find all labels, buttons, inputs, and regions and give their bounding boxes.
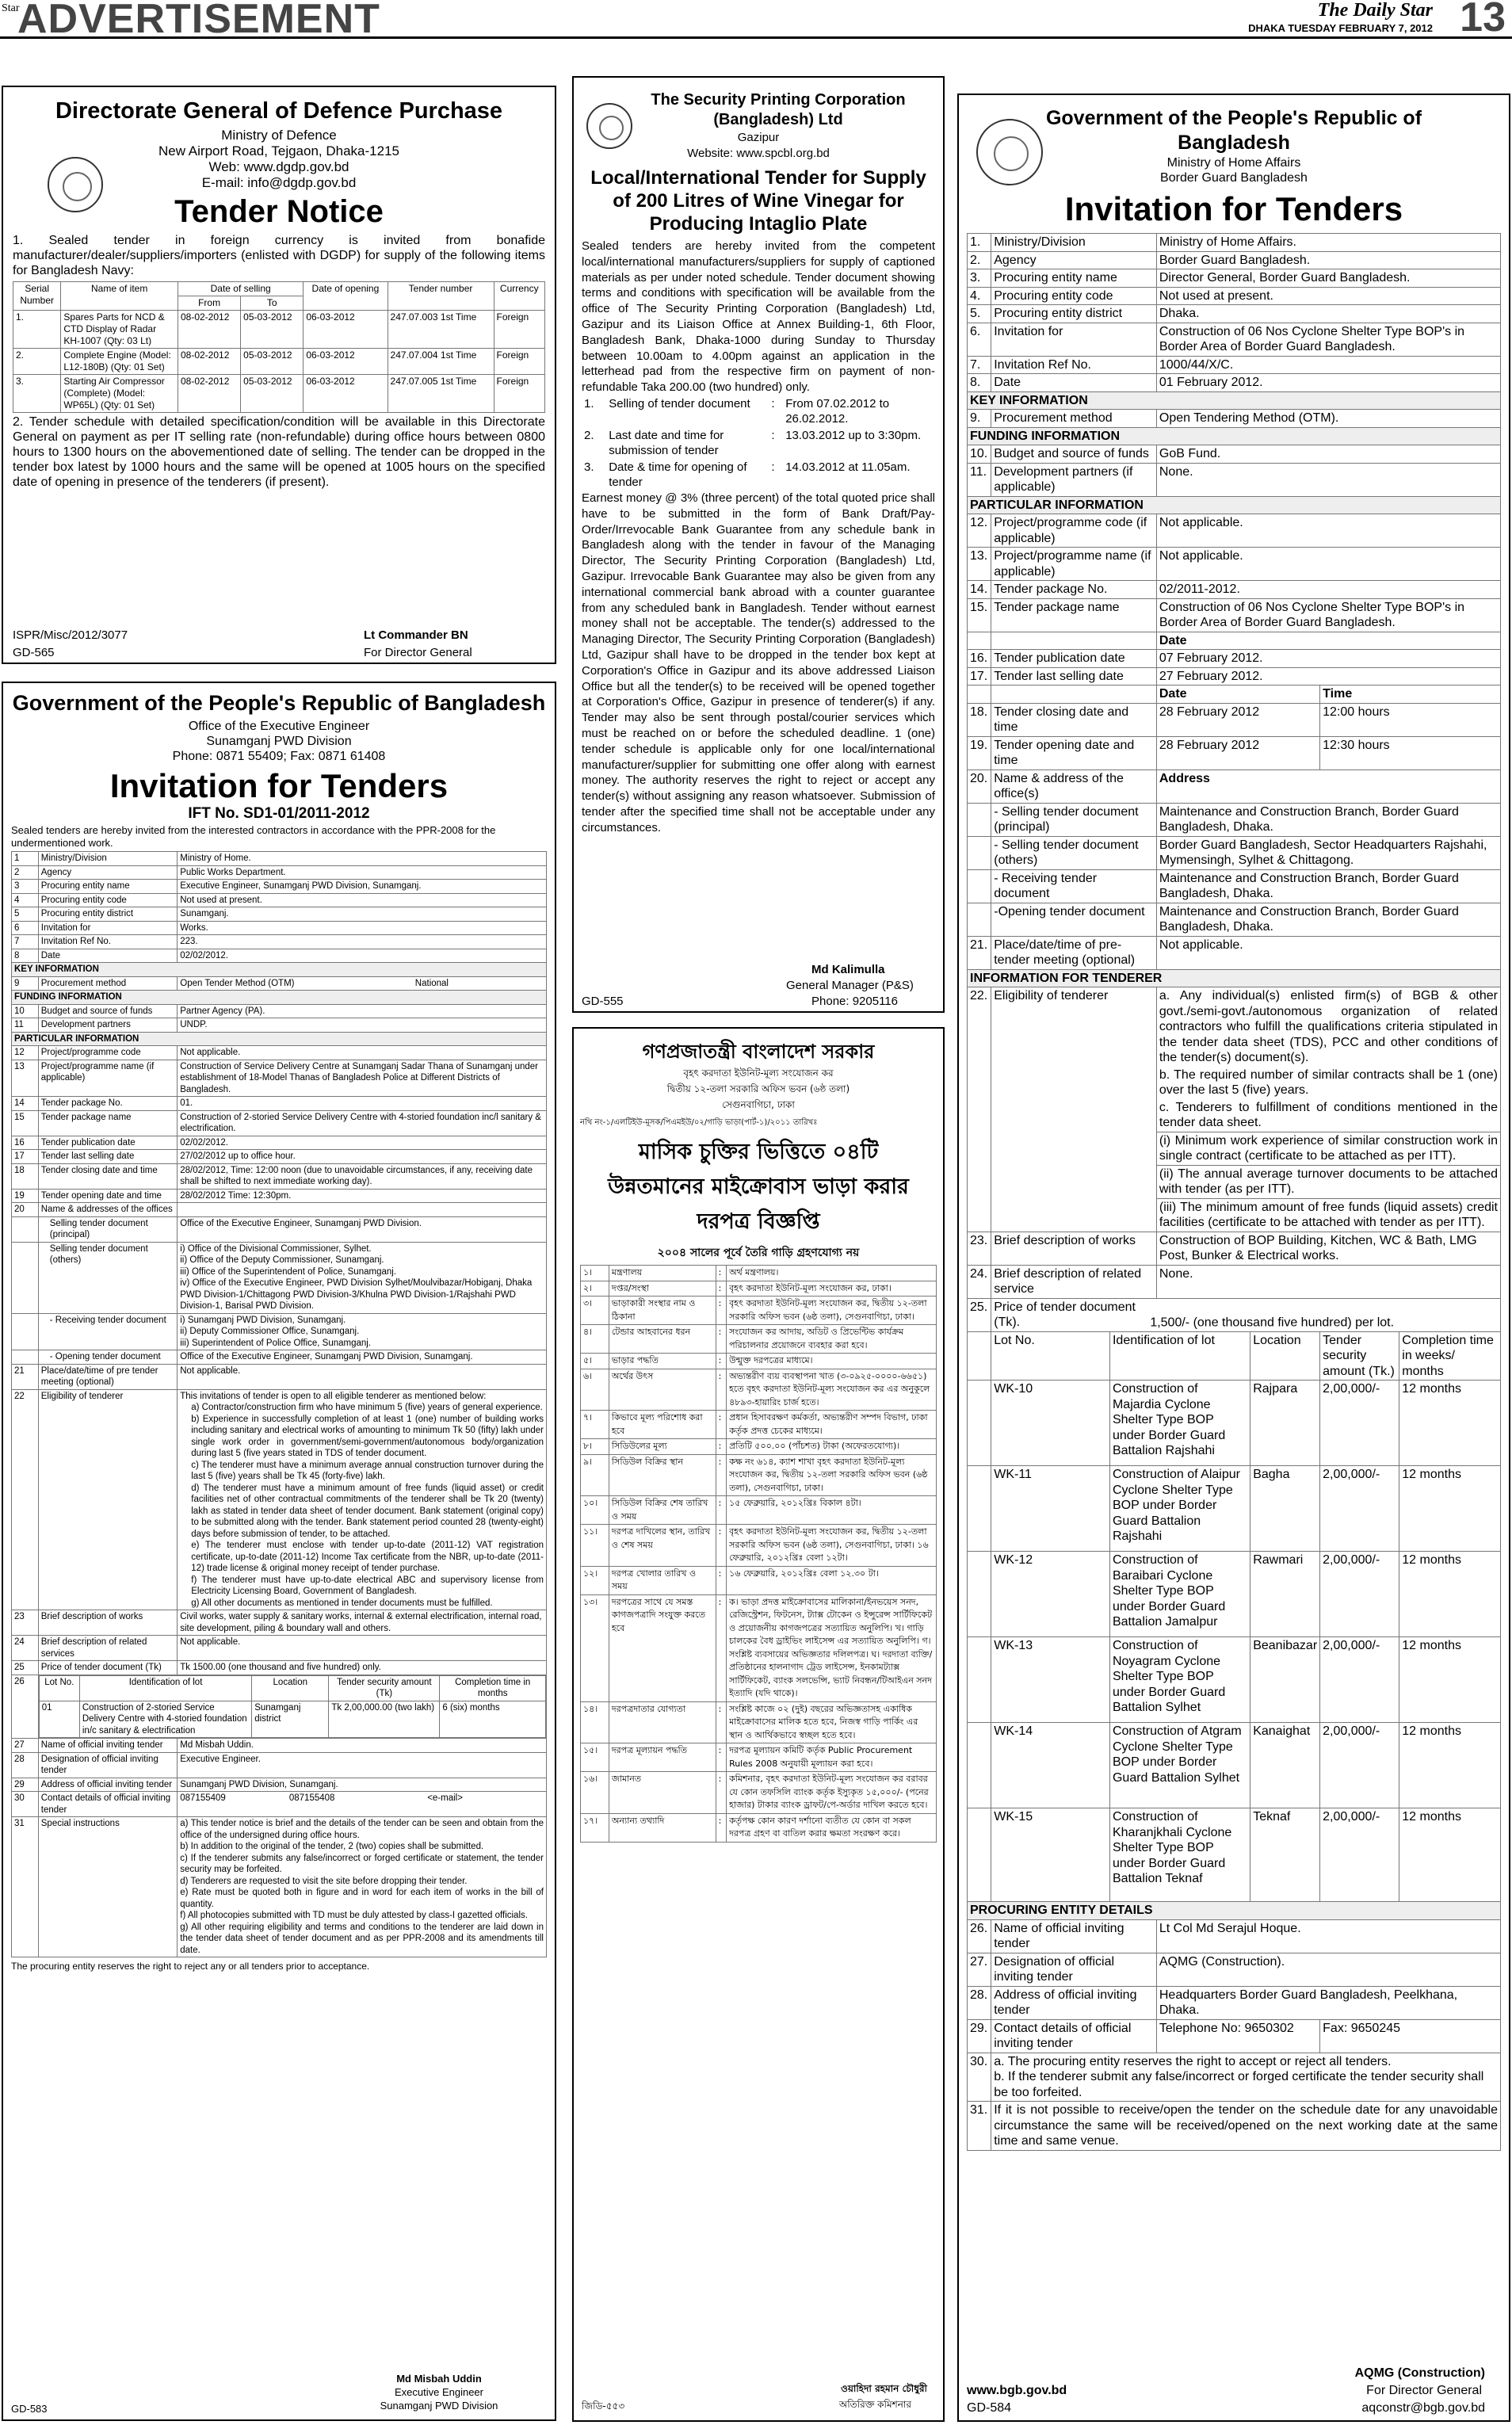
spcbl-signatory: Md Kalimulla <box>811 963 885 976</box>
lot-row: WK-14 Construction of Atgram Cyclone Shelter Type BOP under Border Guard Battalion Sylhet Kanaighat 2,00,000/- 12 months <box>968 1723 1501 1808</box>
page-header <box>0 0 1512 42</box>
table-row: 13 Project/programme name (if applicable) Construction of Service Delivery Centre at Sunamganj Sadar Thana of Sunamganj under establishment of 18-Model Thanas of Bangladesh Police at Different Districts of Bangladesh. <box>12 1060 547 1097</box>
spcbl-city: Gazipur <box>737 131 780 144</box>
bangla-table <box>580 1265 937 1843</box>
table-row: 26 Lot No. Identification of lot Location Tender security amount (Tk) Completion time in months 01 Construction of 2-storied Service Delivery Centre with 4-storied foundation in/c sanitary & electrification Sunamganj district Tk 2,00,000.00 (two lakh) 6 (six) months <box>12 1675 547 1739</box>
bgb-signatory-role: For Director General <box>1366 2384 1482 2397</box>
table-row: -Opening tender document Maintenance and Construction Branch, Border Guard Bangladesh, Dhaka. <box>968 903 1501 936</box>
table-row: 14. Tender package No. 02/2011-2012. <box>968 581 1501 599</box>
table-row: 4. Procuring entity code Not used at present. <box>968 287 1501 305</box>
table-row: 31. If it is not possible to receive/open the tender on the schedule date for any unavoidable circumstance the same will be received/opened on the next working date at the same time and same venue. <box>968 2102 1501 2151</box>
table-row: 5. Procuring entity district Dhaka. <box>968 305 1501 323</box>
spcbl-code: GD-555 <box>582 995 624 1008</box>
table-row: ৬। অর্থের উৎস : অভ্যন্তরীণ ব্যয় ব্যবস্থাপনা খাত (৩-০৯২৫-০০০০-৬৬৫১) হতে বৃহৎ করদাতা ইউনিট-মূল্য সংযোজন কর এর অনুকূলে ৪৮৯৩-হায়ারিং চার্জ হতে। <box>581 1369 937 1411</box>
table-row: 9. Procurement method Open Tendering Method (OTM). <box>968 410 1501 428</box>
spcbl-tender <box>572 76 945 1013</box>
section-heading: FUNDING INFORMATION <box>12 991 547 1005</box>
table-row: ৫। ভাড়ার পদ্ধতি : উন্মুক্ত দরপত্রের মাধ্যমে। <box>581 1354 937 1369</box>
table-row: 10. Budget and source of funds GoB Fund. <box>968 445 1501 464</box>
bgb-title: Invitation for Tenders <box>1064 190 1403 227</box>
section-heading: INFORMATION FOR TENDERER <box>968 969 1501 987</box>
table-row: 2 Agency Public Works Department. <box>12 865 547 880</box>
bangla-code: জিডি-৫৫৩ <box>582 2400 625 2412</box>
table-row: 9 Procurement method Open Tender Method (OTM) National <box>12 976 547 991</box>
table-row: 15. Tender package name Construction of 06 Nos Cyclone Shelter Type BOP's in Border Area of Border Guard Bangladesh. <box>968 598 1501 632</box>
table-row: 01 Construction of 2-storied Service Delivery Centre with 4-storied foundation in/c sanitary & electrification Sunamganj district Tk 2,00,000.00 (two lakh) 6 (six) months <box>39 1701 545 1738</box>
table-row: 24 Brief description of related services Not applicable. <box>12 1636 547 1661</box>
pwd-table <box>11 851 547 1957</box>
table-row: ৮। সিডিউলের মূল্য : প্রতিটি ৫০০.০০ (পাঁচশত) টাকা (অফেরতযোগ্য)। <box>581 1439 937 1455</box>
table-row: 22. Eligibility of tenderer a. Any individual(s) enlisted firm(s) of BGB & other govt./semi-govt./autonomous organization of related contractors who fulfill the qualifications criteria stipulated in the tender data sheet (TDS), PCC and other conditions of the tender(s) document(s). b. The required number of similar contracts shall be 1 (one) over the last 5 (five) years. c. Tenderers to fulfillment of conditions mentioned in the tender data sheet. (i) Minimum work experience of similar construction work in single contract (certificate to be attached as per ITT). (ii) The annual average turnover documents to be attached with tender (as per ITT). (iii) The minimum amount of free funds (liquid assets) credit facilities (certificate to be attached with tender as per ITT). <box>968 987 1501 1232</box>
table-row: ১৪। দরপত্রদাতার যোগ্যতা : সংশ্লিষ্ট কাজে ০২ (দুই) বছরের অভিজ্ঞতাসহ একাধিক মাইক্রোবাসের মালিক হতে হবে, নিজস্ব গাড়ি পার্কিং এর স্থান ও আর্থিকভাবে স্বচ্ছল হতে হবে। <box>581 1701 937 1743</box>
dgdp-ministry: Ministry of Defence <box>221 128 337 143</box>
spcbl-emblem-icon <box>586 103 632 149</box>
bgb-code: GD-584 <box>967 2401 1012 2415</box>
table-row: ১০। সিডিউল বিক্রির শেষ তারিখ ও সময় : ১৫ ফেব্রুয়ারি, ২০১২খ্রিঃ বিকাল ৪টা। <box>581 1496 937 1525</box>
table-row: 3. Starting Air Compressor (Complete) (Model: WP65L) (Qty: 01 Set) 08-02-2012 05-03-2012 06-03-2012 247.07.005 1st Time Foreign <box>13 375 545 413</box>
spcbl-paragraph-2: Earnest money @ 3% (three percent) of the total quoted price shall have to be submitted in the form of Bank Draft/Pay-Order/Irrevocable Bank Guarantee from any schedule bank in Bangladesh along with the tender in favour of the Managing Director, The Security Printing Corporation (Bangladesh) Ltd, Gazipur. Irrevocable Bank Guarantee may also be given from any international commercial bank abroad with a counter guarantee from any scheduled bank in Bangladesh. Tender without earnest money shall not be acceptable. The tender(s) addressed to the Managing Director, The Security Printing Corporation (Bangladesh) Ltd, Gazipur shall have to be dropped in the tender box kept at Corporation's Office in Gazipur and its above addressed Liaison Office but all the tender(s) to be received will be opened together at Corporation's Office, Gazipur in presence of tenderer(s) if any. Tender may also be sent through postal/courier services which must be reached on or before the scheduled deadline. 1 (one) tender schedule is applicable only for one local/international manufacturer/supplier for submitting one offer along with earnest money. The authority reserves the right to reject or accept any tender(s) without assigning any reason whatsoever. Submission of tender after the specified time shall not be acceptable under any circumstances. <box>582 491 935 834</box>
lot-row: WK-10 Construction of Majardia Cyclone Shelter Type BOP under Border Guard Battalion Rajshahi Rajpara 2,00,000/- 12 months <box>968 1381 1501 1466</box>
table-row: 12. Project/programme code (if applicable) Not applicable. <box>968 514 1501 548</box>
dgdp-email: E-mail: info@dgdp.gov.bd <box>201 175 357 190</box>
table-row: 16. Tender publication date 07 February 2012. <box>968 650 1501 668</box>
table-row: ১২। দরপত্র খোলার তারিখ ও সময় : ১৬ ফেব্রুয়ারি, ২০১২খ্রিঃ বেলা ১২.৩০ টা। <box>581 1566 937 1594</box>
dgdp-address: New Airport Road, Tejgaon, Dhaka-1215 <box>158 143 399 158</box>
table-row: 23. Brief description of works Construction of BOP Building, Kitchen, WC & Bath, LMG Post, Bunker & Electrical works. <box>968 1232 1501 1265</box>
table-row: 25 Price of tender document (Tk) Tk 1500.00 (one thousand and five hundred) only. <box>12 1661 547 1675</box>
table-row: 31 Special instructions a) This tender notice is brief and the details of the tender can be seen and obtain from the office of the undersigned during office hours. b) In addition to the original of the tender, 2 (two) copies shall be submitted. c) If the tenderer submits any false/incorrect or forged certificate or statement, the tender security may be forfeited. d) Tenderers are requested to visit the site before dropping their tender. e) Rate must be quoted both in figure and in word for each item of works in the bill of quantity. f) All photocopies submitted with TD must be duly attested by class-I gazetted officials. g) All other requiring eligibility and terms and conditions to the tenderer are laid down in the tender data sheet of tender document and as per PPR-2008 and its amendments till date. <box>12 1817 547 1957</box>
table-row: ৩। ভাড়াকারী সংস্থার নাম ও ঠিকানা : বৃহৎ করদাতা ইউনিট-মূল্য সংযোজন কর, দ্বিতীয় ১২-তলা সরকারি অফিস ভবন (৬ষ্ঠ তলা), সেগুনবাগিচা, ঢাকা। <box>581 1297 937 1325</box>
table-row: 26. Name of official inviting tender Lt Col Md Serajul Hoque. <box>968 1919 1501 1953</box>
table-row: 28. Address of official inviting tender Headquarters Border Guard Bangladesh, Peelkhana, Dhaka. <box>968 1986 1501 2019</box>
page-number: 13 <box>1460 0 1506 40</box>
table-row: 2. Last date and time for submission of tender : 13.03.2012 up to 3:30pm. <box>584 428 922 457</box>
col-from: From <box>178 296 240 311</box>
table-row: 18 Tender closing date and time 28/02/2012, Time: 12:00 noon (due to unavoidable circumstances, if any, receiving date shall be shifted to next immediate working day). <box>12 1163 547 1189</box>
table-row: 19 Tender opening date and time 28/02/2012 Time: 12:30pm. <box>12 1189 547 1203</box>
pwd-intro: Sealed tenders are hereby invited from the interested contractors in accordance with the PPR-2008 for the undermentioned work. <box>11 824 496 849</box>
col-currency: Currency <box>494 282 544 311</box>
lot-header-row: Lot No. Identification of lot Location Tender security amount (Tk.) Completion time in weeks/ months <box>968 1331 1501 1381</box>
col-serial: Serial Number <box>13 282 61 311</box>
table-row: ১১। দরপত্র দাখিলের স্থান, তারিখ ও শেষ সময় : বৃহৎ করদাতা ইউনিট-মূল্য সংযোজন কর, দ্বিতীয় ১২-তলা সরকারি অফিস ভবন (৬ষ্ঠ তলা), সেগুনবাগিচা, ঢাকা। ১৬ ফেব্রুয়ারি, ২০১২খ্রিঃ বেলা ১২টা। <box>581 1525 937 1567</box>
lot-row: WK-15 Construction of Kharanjkhali Cyclone Shelter Type BOP under Border Guard Battalion Teknaf Teknaf 2,00,000/- 12 months <box>968 1808 1501 1902</box>
bangla-microbus-tender <box>572 1027 945 2422</box>
bgb-emblem-icon <box>976 119 1043 185</box>
table-row: 25. Price of tender document (Tk). 1,500/- (one thousand five hundred) per lot. <box>968 1298 1501 1331</box>
pwd-phone: Phone: 0871 55409; Fax: 0871 61408 <box>172 750 386 763</box>
table-row: ১। মন্ত্রণালয় : অর্থ মন্ত্রণালয়। <box>581 1266 937 1281</box>
table-row: Selling tender document (principal) Office of the Executive Engineer, Sunamganj PWD Division. <box>12 1216 547 1242</box>
pwd-invitation-for-tenders <box>2 682 556 2421</box>
dgdp-emblem-icon <box>48 157 103 212</box>
pwd-lot-table: Lot No. Identification of lot Location Tender security amount (Tk) Completion time in months 01 Construction of 2-storied Service Delivery Centre with 4-storied foundation in/c sanitary & electrification Sunamganj district Tk 2,00,000.00 (two lakh) 6 (six) months <box>39 1675 546 1739</box>
table-row: ১৫। দরপত্র মূল্যায়ন পদ্ধতি : দরপত্র মূল্যায়ন কমিটি কর্তৃক Public Procurement Rules 2008 অনুযায়ী মূল্যায়ন করা হবে। <box>581 1743 937 1772</box>
table-row: Date Time <box>968 685 1501 704</box>
table-row: 29 Address of official inviting tender Sunamganj PWD Division, Sunamganj. <box>12 1778 547 1792</box>
spcbl-org: The Security Printing Corporation (Bangladesh) Ltd <box>651 91 906 128</box>
newspaper-name: The Daily Star <box>1317 0 1433 21</box>
table-row: ৭। কিভাবে মূল্য পরিশোধ করা হবে : প্রধান হিসাবরক্ষণ কর্মকর্তা, অভ্যন্তরীণ সম্পদ বিভাগ, ঢাকা কর্তৃক প্রদত্ত চেকের মাধ্যমে। <box>581 1411 937 1439</box>
bangla-line-1: বৃহৎ করদাতা ইউনিট-মূল্য সংযোজন কর <box>683 1067 834 1079</box>
section-heading: PARTICULAR INFORMATION <box>968 496 1501 514</box>
pwd-signatory: Md Misbah Uddin <box>396 2373 482 2385</box>
table-row: 3. Date & time for opening of tender : 14.03.2012 at 11.05am. <box>584 460 911 489</box>
dgdp-org: Directorate General of Defence Purchase <box>55 98 503 124</box>
table-row: 14 Tender package No. 01. <box>12 1097 547 1111</box>
table-row: 2. Agency Border Guard Bangladesh. <box>968 251 1501 269</box>
spcbl-paragraph-1: Sealed tenders are hereby invited from the competent local/international manufacturers/suppliers for supply of captioned materials as per under noted schedule. Tender document showing terms and conditions with specification will be available from the office of The Security Printing Corporation (Bangladesh) Ltd, Gazipur and its Liaison Office at Annex Building-1, 6th Floor, Bangladesh Bank, Dhaka-1000 during Sunday to Thursday between 10.00am to 4.00pm against an application in the letterhead pad from the respective firm on payment of non-refundable Taka 200.00 (two hundred) only. <box>582 239 935 395</box>
bgb-signatory: AQMG (Construction) <box>1354 2366 1485 2380</box>
pwd-signatory-division: Sunamganj PWD Division <box>380 2400 498 2412</box>
pwd-ift: IFT No. SD1-01/2011-2012 <box>188 805 370 822</box>
table-row: - Selling tender document (principal) Maintenance and Construction Branch, Border Guard Bangladesh, Dhaka. <box>968 803 1501 836</box>
table-row: ১৬। জামানত : কমিশনার, বৃহৎ করদাতা ইউনিট-মূল্য সংযোজন কর বরাবর যে কোন তফসিলি ব্যাংক কর্তৃক ইস্যুকৃত ১৫,০০০/- (পনের হাজার) টাকার ব্যাংক ড্রাফট/পে-অর্ডার দাখিল করতে হবে। <box>581 1772 937 1814</box>
pwd-gov: Government of the People's Republic of Bangladesh <box>12 691 546 715</box>
dgdp-signatory: Lt Commander BN <box>364 628 468 642</box>
section-heading: PARTICULAR INFORMATION <box>12 1032 547 1046</box>
table-row: 15 Tender package name Construction of 2-storied Service Delivery Centre with 4-storied foundation inc/l sanitary & electrification. <box>12 1110 547 1136</box>
bangla-signatory: ওয়াহিদা রহমান চৌধুরী <box>840 2383 927 2394</box>
table-row: 28 Designation of official inviting tender Executive Engineer. <box>12 1752 547 1778</box>
bangla-gov: গণপ্রজাতন্ত্রী বাংলাদেশ সরকার <box>642 1041 875 1063</box>
pwd-reserve: The procuring entity reserves the right to reject any or all tenders prior to acceptance. <box>11 1961 370 1972</box>
table-row: 21. Place/date/time of pre-tender meeting (optional) Not applicable. <box>968 936 1501 969</box>
table-row: - Receiving tender document i) Sunamganj PWD Division, Sunamganj. ii) Deputy Commissioner Office, Sunamganj. iii) Superintendent of Police Office, Sunamganj. <box>12 1313 547 1350</box>
dgdp-title: Tender Notice <box>174 194 384 229</box>
bgb-invitation-for-tenders <box>957 94 1510 2422</box>
table-row: 16 Tender publication date 02/02/2012. <box>12 1136 547 1150</box>
col-item: Name of item <box>61 282 178 311</box>
table-row: ২। দপ্তর/সংস্থা : বৃহৎ করদাতা ইউনিট-মূল্য সংযোজন কর, ঢাকা। <box>581 1281 937 1297</box>
dgdp-signatory-role: For Director General <box>364 646 472 659</box>
table-row: 17 Tender last selling date 27/02/2012 up to office hour. <box>12 1150 547 1164</box>
table-row: 18. Tender closing date and time 28 February 2012 12:00 hours <box>968 703 1501 736</box>
lot-row: WK-12 Construction of Baraibari Cyclone Shelter Type BOP under Border Guard Battalion Jamalpur Rawmari 2,00,000/- 12 months <box>968 1552 1501 1637</box>
spcbl-title: Local/International Tender for Supply of 200 Litres of Wine Vinegar for Producing Intaglio Plate <box>590 167 926 235</box>
section-heading: PROCURING ENTITY DETAILS <box>968 1902 1501 1920</box>
bgb-table <box>967 233 1501 2151</box>
table-row: Date <box>968 632 1501 650</box>
dgdp-items-table <box>13 281 545 413</box>
table-row: 7. Invitation Ref No. 1000/44/X/C. <box>968 356 1501 374</box>
col-selling: Date of selling <box>178 282 303 296</box>
table-row: 23 Brief description of works Civil works, water supply & sanitary works, internal & external electrification, internal road, site development, piling & boundary wall and others. <box>12 1610 547 1636</box>
bgb-org: Border Guard Bangladesh <box>1160 171 1308 185</box>
dgdp-code: GD-565 <box>13 646 55 659</box>
table-row: 3. Procuring entity name Director General, Border Guard Bangladesh. <box>968 269 1501 288</box>
dgdp-paragraph-2: 2. Tender schedule with detailed specification/condition will be available in this Directorate General on payment as per IT selling rate (non-refundable) during office hours between 0800 hours to 1300 hours on the abovementioned date of selling. The tender can be dropped in the tender box latest by 1000 hours and the same will be opened at 1005 hours on the specified date of opening in presence of the tenderers (if present). <box>13 415 545 489</box>
section-heading: KEY INFORMATION <box>968 391 1501 410</box>
bgb-ministry: Ministry of Home Affairs <box>1166 156 1301 170</box>
table-row: - Selling tender document (others) Border Guard Bangladesh, Sector Headquarters Rajshahi, Mymensingh, Sylhet & Chittagong. <box>968 836 1501 869</box>
table-row: 4 Procuring entity code Not used at present. <box>12 893 547 907</box>
table-row: 10 Budget and source of funds Partner Agency (PA). <box>12 1004 547 1018</box>
bangla-ref: নথি নং-১/এলটিইউ-মূসক/পিএমইউ/০২/গাড়ি ভাড়া(পার্ট-১)/২০১১ তারিখঃ <box>580 1118 818 1127</box>
table-row: 1. Spares Parts for NCD & CTD Display of Radar KH-1007 (Qty: 03 Lt) 08-02-2012 05-03-2012 06-03-2012 247.07.003 1st Time Foreign <box>13 311 545 349</box>
spcbl-signatory-role: General Manager (P&S) <box>786 979 914 992</box>
section-heading: KEY INFORMATION <box>12 963 547 977</box>
dgdp-tender-notice <box>2 86 556 664</box>
table-row: 6 Invitation for Works. <box>12 921 547 935</box>
col-opening: Date of opening <box>304 282 388 311</box>
section-title: ADVERTISEMENT <box>17 0 380 42</box>
table-row: 17. Tender last selling date 27 February 2012. <box>968 667 1501 685</box>
pwd-office: Office of the Executive Engineer <box>188 720 370 733</box>
table-row: 11. Development partners (if applicable) None. <box>968 463 1501 496</box>
table-row: - Opening tender document Office of the Executive Engineer, Sunamganj PWD Division, Sunamganj. <box>12 1350 547 1365</box>
bangla-signatory-role: অতিরিক্ত কমিশনার <box>838 2399 911 2410</box>
table-row: 7 Invitation Ref No. 223. <box>12 935 547 949</box>
table-row: 1. Ministry/Division Ministry of Home Affairs. <box>968 234 1501 252</box>
table-row: 20. Name & address of the office(s) Address <box>968 770 1501 803</box>
table-row: - Receiving tender document Maintenance and Construction Branch, Border Guard Bangladesh, Dhaka. <box>968 869 1501 903</box>
col-to: To <box>241 296 304 311</box>
table-row: 30. a. The procuring entity reserves the right to accept or reject all tenders. b. If the tenderer submit any false/incorrect or forged certificate the tender security shall be too forfeited. <box>968 2053 1501 2102</box>
table-row: ১৩। দরপত্রের সাথে যে সমস্ত কাগজপত্রাদি সংযুক্ত করতে হবে : ক। ভাড়া প্রদত্ত মাইক্রোবাসের মালিকানা/ইনভয়েস সনদ, রেজিস্ট্রেশন, ফিটনেস, ট্যাক্স টোকেন ও ইন্সুরেন্স সার্টিফিকেট ও প্রয়োজনীয় কাগজপত্রের সত্যায়িত অনুলিপি। খ। গাড়ি চালকের বৈধ ড্রাইভিং লাইসেন্স এর সত্যায়িত অনুলিপি। গ। সংশ্লিষ্ট ব্যবসায়ের অভিজ্ঞতার দলিলপত্র। ঘ। দরদাতা ব্যক্তি/প্রতিষ্ঠানের হালনাগাদ ট্রেড লাইসেন্স, ইনকামট্যাক্স সার্টিফিকেট, ব্যাংক সলভেন্সি, ভ্যাট নিবন্ধন/টিআইএন সনদ ইত্যাদি (যদি থাকে)। <box>581 1594 937 1701</box>
issue-date: DHAKA TUESDAY FEBRUARY 7, 2012 <box>1248 22 1433 34</box>
section-heading: FUNDING INFORMATION <box>968 427 1501 445</box>
table-row: 1. Selling of tender document : From 07.02.2012 to 26.02.2012. <box>584 396 890 426</box>
table-row: 24. Brief description of related service None. <box>968 1265 1501 1298</box>
table-row: 29. Contact details of official inviting tender Telephone No: 9650302 Fax: 9650245 <box>968 2019 1501 2053</box>
dgdp-paragraph-1: 1. Sealed tender in foreign currency is invited from bonafide manufacturer/dealer/suppliers/importers (enlisted with DGDP) for supply of the following items for Bangladesh Navy: <box>13 234 545 277</box>
table-row: 30 Contact details of official inviting tender 087155409 087155408 <e-mail> <box>12 1792 547 1817</box>
table-row: 21 Place/date/time of pre tender meeting (optional) Not applicable. <box>12 1364 547 1389</box>
bangla-subtitle: ২০০৪ সালের পূর্বে তৈরি গাড়ি গ্রহণযোগ্য নয় <box>657 1247 860 1259</box>
table-row: 22 Eligibility of tenderer This invitations of tender is open to all eligible tenderer as mentioned below: a) Contractor/construction firm who have minimum 5 (five) years of general experience. b) Experience in successfully completion of at least 1 (one) number of building works including sanitary and electrical works of amounting to minimum Tk 50 (fifty) lakh under single work order in government/semi-government/autonomous body/organization during last 5 (five years stated in TDS of tender document. c) The tenderer must have a minimum average annual construction turnover during the last 5 (five) years shall be Tk 45 (forty-five) lakh. d) The tenderer must have a minimum amount of free funds (liquid asset) or credit facilities net of other contractual commitments of the tenderer shall be Tk 20 (twenty) lakh as stated in tender data sheet of tender document. Bank statement (original copy) to be submitted along with the tender. Bank statement period counted 28 (twenty-eight) days before submission of tender, to be attached. e) The tenderer must enclose with tender up-to-date (2011-12) VAT registration certificate, up-to-date (2011-12) Income Tax certificate from the NBR, up-to-date (2011-12) trade license & original money receipt of tender purchase. f) The tenderer must have up-to-date electrical ABC and supervisory license from Electricity Licensing Board, Government of Bangladesh. g) All other documents as mentioned in tender documents must be fulfilled. <box>12 1389 547 1610</box>
pwd-code: GD-583 <box>11 2403 48 2415</box>
bgb-web: www.bgb.gov.bd <box>967 2384 1067 2397</box>
lot-row: WK-13 Construction of Noyagram Cyclone Shelter Type BOP under Border Guard Battalion Sylhet Beanibazar 2,00,000/- 12 months <box>968 1637 1501 1723</box>
table-row: 20 Name & addresses of the offices <box>12 1203 547 1217</box>
pwd-division: Sunamganj PWD Division <box>206 735 352 748</box>
table-row: 27. Designation of official inviting tender AQMG (Construction). <box>968 1953 1501 1986</box>
table-row: 6. Invitation for Construction of 06 Nos Cyclone Shelter Type BOP's in Border Area of Border Guard Bangladesh. <box>968 323 1501 356</box>
bgb-gov: Government of the People's Republic of Bangladesh <box>1045 107 1422 154</box>
table-row: 5 Procuring entity district Sunamganj. <box>12 907 547 922</box>
dgdp-web: Web: www.dgdp.gov.bd <box>208 159 349 174</box>
table-row: 11 Development partners UNDP. <box>12 1018 547 1033</box>
lot-row: WK-11 Construction of Alaipur Cyclone Shelter Type BOP under Border Guard Battalion Rajshahi Bagha 2,00,000/- 12 months <box>968 1466 1501 1552</box>
table-row: 27 Name of official inviting tender Md Misbah Uddin. <box>12 1739 547 1753</box>
bangla-line-2: দ্বিতীয় ১২-তলা সরকারি অফিস ভবন (৬ষ্ঠ তলা) <box>666 1083 850 1094</box>
table-row: ৯। সিডিউল বিক্রির স্থান : কক্ষ নং ৬১৪, ক্যাশ শাখা বৃহৎ করদাতা ইউনিট-মূল্য সংযোজন কর, দ্বিতীয় ১২-তলা সরকারি অফিস ভবন (৬ষ্ঠ তলা), সেগুনবাগিচা, ঢাকা। <box>581 1454 937 1496</box>
table-row: 8. Date 01 February 2012. <box>968 374 1501 392</box>
pwd-title: Invitation for Tenders <box>109 767 449 804</box>
table-row: 8 Date 02/02/2012. <box>12 949 547 963</box>
spcbl-web: Website: www.spcbl.org.bd <box>687 147 830 160</box>
table-row: 1 Ministry/Division Ministry of Home. <box>12 852 547 866</box>
table-row: Selling tender document (others) i) Office of the Divisional Commissioner, Sylhet. ii) Office of the Deputy Commissioner, Sunamganj. iii) Office of the Superintendent of Police, Sunamganj. iv) Office of the Executive Engineer, PWD Division Sylhet/Moulvibazar/Hobiganj, Dhaka PWD Division-1/Chittagong PWD Division-3/Khulna PWD Division-1/Rajshahi PWD Division-1, Barisal PWD Division. <box>12 1242 547 1313</box>
table-row: 12 Project/programme code Not applicable. <box>12 1046 547 1060</box>
table-row: 19. Tender opening date and time 28 February 2012 12:30 hours <box>968 736 1501 770</box>
bgb-email: aqconstr@bgb.gov.bd <box>1361 2401 1485 2415</box>
table-row: 13. Project/programme name (if applicable) Not applicable. <box>968 548 1501 581</box>
table-row: 2. Complete Engine (Model: L12-180B) (Qty: 01 Set) 08-02-2012 05-03-2012 06-03-2012 247.07.004 1st Time Foreign <box>13 349 545 375</box>
bangla-line-3: সেগুনবাগিচা, ঢাকা <box>722 1099 795 1110</box>
dgdp-ref: ISPR/Misc/2012/3077 <box>13 628 128 642</box>
bangla-title: মাসিক চুক্তির ভিত্তিতে ০৪টি উন্নতমানের মাইক্রোবাস ভাড়া করার দরপত্র বিজ্ঞপ্তি <box>608 1140 909 1234</box>
table-row: ১৭। অন্যান্য তথ্যাদি : কর্তৃপক্ষ কোন কারণ দর্শানো ব্যতীত যে কোন বা সকল দরপত্র গ্রহণ বা বাতিল করার ক্ষমতা সংরক্ষণ করে। <box>581 1813 937 1842</box>
star-logo: Star <box>2 2 20 14</box>
table-row: ৪। টেন্ডার আহবানের ধরন : সংযোজন কর আদায়, অডিট ও প্রিভেন্টিভ কার্যক্রম পরিচালনার প্রয়োজনে ব্যবহার করা হবে। <box>581 1325 937 1354</box>
spcbl-schedule <box>582 395 935 491</box>
col-tender: Tender number <box>388 282 494 311</box>
spcbl-phone: Phone: 9205116 <box>811 995 898 1008</box>
pwd-signatory-role: Executive Engineer <box>394 2386 483 2398</box>
table-row: 3 Procuring entity name Executive Engineer, Sunamganj PWD Division, Sunamganj. <box>12 880 547 894</box>
